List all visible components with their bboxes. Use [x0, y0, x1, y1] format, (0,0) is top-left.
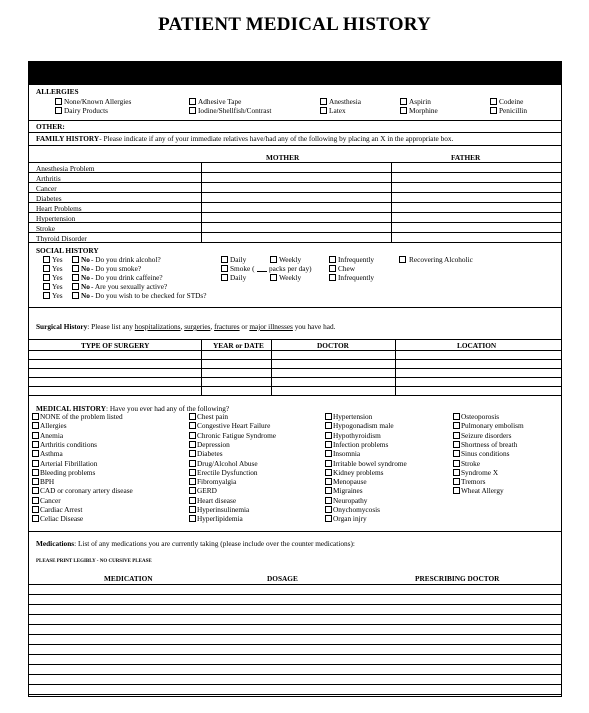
table-line	[29, 634, 561, 635]
medical-checkbox-infection-problems[interactable]	[325, 441, 332, 448]
medical-condition-label: Fibromyalgia	[197, 477, 237, 487]
allergy-checkbox-aspirin[interactable]	[400, 98, 407, 105]
medical-checkbox-bleeding-problems[interactable]	[32, 469, 39, 476]
table-line	[29, 350, 561, 351]
medical-condition-label: Seizure disorders	[461, 430, 512, 440]
social-no-checkbox[interactable]	[72, 292, 79, 299]
social-yes-checkbox[interactable]	[43, 256, 50, 263]
medical-checkbox-stroke[interactable]	[453, 460, 460, 467]
social-history-heading: SOCIAL HISTORY	[36, 246, 99, 255]
social-no-checkbox[interactable]	[72, 265, 79, 272]
allergy-checkbox-penicillin[interactable]	[490, 107, 497, 114]
medical-condition-label: Hypogonadism male	[333, 421, 394, 431]
option-label: Weekly	[279, 255, 302, 264]
medical-condition-label: Stroke	[461, 458, 481, 468]
medical-checkbox-fibromyalgia[interactable]	[189, 478, 196, 485]
medical-checkbox-erectile-dysfunction[interactable]	[189, 469, 196, 476]
medical-condition-label: Insomnia	[333, 449, 361, 459]
surgical-text: : Please list any	[87, 322, 135, 331]
other-label: OTHER:	[36, 122, 65, 131]
table-line	[395, 339, 396, 396]
medical-checkbox-cancer[interactable]	[32, 497, 39, 504]
medical-checkbox-kidney-problems[interactable]	[325, 469, 332, 476]
medical-condition-label: Bleeding problems	[40, 467, 96, 477]
medical-condition-label: Wheat Allergy	[461, 486, 504, 496]
medical-checkbox-drug-alcohol-abuse[interactable]	[189, 460, 196, 467]
medical-condition-label: Onychomycosis	[333, 505, 381, 514]
allergy-checkbox-none-known-allergies[interactable]	[55, 98, 62, 105]
medical-condition-label: Hyperlipidemia	[197, 514, 243, 524]
smoke-checkbox[interactable]	[221, 265, 228, 272]
medical-condition-label: Hyperinsulinemia	[197, 505, 250, 514]
table-line	[29, 594, 561, 595]
allergy-label: Anesthesia	[329, 97, 362, 106]
social-yes-checkbox[interactable]	[43, 265, 50, 272]
table-line	[29, 377, 561, 378]
medical-condition-label: Erectile Dysfunction	[197, 467, 258, 477]
medication-column-header: MEDICATION	[104, 574, 153, 583]
medical-condition-label: Allergies	[40, 421, 67, 431]
print-legibly-note: PLEASE PRINT LEGIBLY - NO CURSIVE PLEASE	[36, 559, 152, 564]
allergy-checkbox-iodine-shellfish-contrast[interactable]	[189, 107, 196, 114]
medical-condition-label: Arthritis conditions	[40, 439, 97, 449]
no-label: No	[81, 273, 90, 282]
medication-column-header: DOSAGE	[267, 574, 298, 583]
medical-checkbox-arthritis-conditions[interactable]	[32, 441, 39, 448]
medical-checkbox-pulmonary-embolism[interactable]	[453, 422, 460, 429]
table-line	[29, 222, 561, 223]
medical-condition-label: Kidney problems	[333, 467, 384, 477]
medical-checkbox-hyperlipidemia[interactable]	[189, 515, 196, 522]
medical-condition-label: CAD or coronary artery disease	[40, 486, 133, 496]
surgical-column-header: LOCATION	[457, 341, 497, 350]
medical-checkbox-onychomycosis[interactable]	[325, 506, 332, 513]
medical-checkbox-allergies[interactable]	[32, 422, 39, 429]
table-line	[29, 192, 561, 193]
medical-condition-label: Irritable bowel syndrome	[333, 458, 407, 468]
medications-label: Medications	[36, 539, 75, 548]
medical-checkbox-bph[interactable]	[32, 478, 39, 485]
medical-condition-label: Depression	[197, 439, 230, 449]
medical-condition-label: Drug/Alcohol Abuse	[197, 458, 258, 468]
chew-checkbox[interactable]	[329, 265, 336, 272]
medical-condition-label: Neuropathy	[333, 495, 368, 505]
medical-history-text: : Have you ever had any of the following?	[105, 404, 230, 413]
caffeine-weekly-checkbox[interactable]	[270, 274, 277, 281]
medical-condition-label: Chronic Fatigue Syndrome	[197, 430, 277, 440]
social-question: - Are you sexually active?	[91, 282, 168, 291]
medical-checkbox-neuropathy[interactable]	[325, 497, 332, 504]
yes-label: Yes	[52, 273, 63, 282]
allergy-checkbox-morphine[interactable]	[400, 107, 407, 114]
allergy-checkbox-latex[interactable]	[320, 107, 327, 114]
table-line	[29, 684, 561, 685]
medical-condition-label: Syndrome X	[461, 467, 499, 477]
option-label: Weekly	[279, 273, 302, 282]
allergy-label: Penicillin	[499, 106, 527, 115]
allergy-label: Latex	[329, 106, 346, 115]
medical-condition-label: Celiac Disease	[40, 514, 84, 524]
surgical-sep: ,	[180, 322, 185, 331]
surgical-term-major-illnesses: major illnesses	[249, 322, 293, 331]
table-line	[201, 339, 202, 396]
recovering-alcoholic-checkbox[interactable]	[399, 256, 406, 263]
surgical-column-header: YEAR or DATE	[213, 341, 264, 350]
table-line	[29, 584, 561, 585]
social-yes-checkbox[interactable]	[43, 283, 50, 290]
divider	[29, 120, 561, 121]
family-condition-label: Stroke	[36, 224, 56, 233]
table-line	[201, 162, 202, 242]
page-title: PATIENT MEDICAL HISTORY	[158, 14, 431, 35]
medical-checkbox-heart-disease[interactable]	[189, 497, 196, 504]
divider	[29, 145, 561, 146]
medications-instruction	[36, 539, 355, 548]
medical-condition-label: Heart disease	[197, 495, 237, 505]
allergy-label: Morphine	[409, 106, 438, 115]
medical-condition-label: Arterial Fibrillation	[40, 458, 98, 468]
medical-checkbox-hypothyroidism[interactable]	[325, 432, 332, 439]
allergy-label: Iodine/Shellfish/Contrast	[198, 106, 272, 115]
no-label: No	[81, 291, 90, 300]
medical-checkbox-chronic-fatigue-syndrome[interactable]	[189, 432, 196, 439]
no-label: No	[81, 255, 90, 264]
social-yes-checkbox[interactable]	[43, 274, 50, 281]
allergy-label: None/Known Allergies	[64, 97, 132, 106]
medical-checkbox-tremors[interactable]	[453, 478, 460, 485]
family-condition-label: Thyroid Disorder	[36, 234, 87, 243]
medical-condition-label: Cardiac Arrest	[40, 505, 83, 514]
medical-condition-label: Organ injry	[333, 514, 367, 524]
mother-column-header: MOTHER	[266, 153, 300, 162]
medical-condition-label: Congestive Heart Failure	[197, 421, 271, 431]
medical-checkbox-irritable-bowel-syndrome[interactable]	[325, 460, 332, 467]
divider	[29, 307, 561, 308]
medical-checkbox-insomnia[interactable]	[325, 450, 332, 457]
table-line	[29, 359, 561, 360]
table-line	[29, 242, 561, 243]
option-label: packs per day)	[269, 264, 312, 273]
medical-checkbox-hypogonadism-male[interactable]	[325, 422, 332, 429]
yes-label: Yes	[52, 291, 63, 300]
medical-checkbox-syndrome-x[interactable]	[453, 469, 460, 476]
allergy-label: Adhesive Tape	[198, 97, 242, 106]
option-label: Daily	[230, 255, 247, 264]
table-line	[29, 202, 561, 203]
table-line	[391, 162, 392, 242]
allergy-label: Codeine	[499, 97, 524, 106]
family-condition-label: Anesthesia Problem	[36, 164, 95, 173]
option-label: Smoke (	[230, 264, 255, 273]
allergy-label: Aspirin	[409, 97, 431, 106]
medical-condition-label: GERD	[197, 486, 217, 496]
medical-history-label: MEDICAL HISTORY	[36, 404, 106, 413]
caffeine-infrequently-checkbox[interactable]	[329, 274, 336, 281]
allergy-checkbox-codeine[interactable]	[490, 98, 497, 105]
social-no-checkbox[interactable]	[72, 283, 79, 290]
family-condition-label: Hypertension	[36, 214, 76, 223]
medical-condition-label: Shortness of breath	[461, 439, 518, 449]
medication-column-header: PRESCRIBING DOCTOR	[415, 574, 500, 583]
medical-condition-label: BPH	[40, 477, 55, 487]
social-question: - Do you drink caffeine?	[91, 273, 163, 282]
surgical-column-header: DOCTOR	[317, 341, 349, 350]
family-condition-label: Diabetes	[36, 194, 62, 203]
caffeine-daily-checkbox[interactable]	[221, 274, 228, 281]
family-condition-label: Arthritis	[36, 174, 61, 183]
table-line	[29, 182, 561, 183]
medical-condition-label: Migraines	[333, 486, 363, 496]
option-label: Daily	[230, 273, 247, 282]
table-line	[29, 654, 561, 655]
medical-condition-label: Osteoporosis	[461, 412, 500, 421]
table-line	[29, 644, 561, 645]
social-no-checkbox[interactable]	[72, 256, 79, 263]
table-line	[29, 664, 561, 665]
medical-checkbox-celiac-disease[interactable]	[32, 515, 39, 522]
medical-checkbox-sinus-conditions[interactable]	[453, 450, 460, 457]
divider	[29, 531, 561, 532]
medical-checkbox-cad-or-coronary-artery-disease[interactable]	[32, 487, 39, 494]
family-history-label: FAMILY HISTORY	[36, 134, 100, 143]
social-question: - Do you drink alcohol?	[91, 255, 161, 264]
divider	[29, 339, 561, 340]
surgical-term-hospitalizations: hospitalizations	[134, 322, 181, 331]
medical-checkbox-diabetes[interactable]	[189, 450, 196, 457]
surgical-text: you have had.	[292, 322, 336, 331]
table-line	[29, 604, 561, 605]
table-line	[29, 395, 561, 396]
allergy-checkbox-adhesive-tape[interactable]	[189, 98, 196, 105]
table-line	[29, 674, 561, 675]
allergies-heading: ALLERGIES	[36, 87, 79, 96]
option-label: Chew	[338, 264, 356, 273]
medical-condition-label: Asthma	[40, 449, 63, 459]
medical-checkbox-wheat-allergy[interactable]	[453, 487, 460, 494]
alcohol-daily-checkbox[interactable]	[221, 256, 228, 263]
medical-checkbox-seizure-disorders[interactable]	[453, 432, 460, 439]
header-bar	[29, 62, 561, 85]
allergy-label: Dairy Products	[64, 106, 108, 115]
father-column-header: FATHER	[451, 153, 481, 162]
table-line	[29, 614, 561, 615]
medical-condition-label: Chest pain	[197, 412, 229, 421]
surgical-sep: ,	[210, 322, 215, 331]
medical-checkbox-congestive-heart-failure[interactable]	[189, 422, 196, 429]
packs-per-day-blank[interactable]	[257, 271, 267, 272]
medical-condition-label: Tremors	[461, 477, 486, 487]
medical-checkbox-menopause[interactable]	[325, 478, 332, 485]
family-condition-label: Heart Problems	[36, 204, 82, 213]
medical-condition-label: Sinus conditions	[461, 449, 510, 459]
medical-checkbox-shortness-of-breath[interactable]	[453, 441, 460, 448]
alcohol-infrequently-checkbox[interactable]	[329, 256, 336, 263]
table-line	[29, 212, 561, 213]
medical-checkbox-gerd[interactable]	[189, 487, 196, 494]
medical-condition-label: Menopause	[333, 477, 367, 487]
table-line	[29, 624, 561, 625]
medical-checkbox-organ-injry[interactable]	[325, 515, 332, 522]
yes-label: Yes	[52, 255, 63, 264]
table-line	[29, 162, 561, 163]
medical-condition-label: Hypertension	[333, 412, 373, 421]
medical-condition-label: Cancer	[40, 495, 61, 505]
medical-checkbox-none-of-the-problem-listed[interactable]	[32, 413, 39, 420]
yes-label: Yes	[52, 282, 63, 291]
family-history-instruction	[36, 134, 453, 143]
no-label: No	[81, 264, 90, 273]
medical-condition-label: Anemia	[40, 430, 64, 440]
medications-text: : List of any medications you are currently taking (please include over the counter medications):	[74, 539, 355, 548]
medical-checkbox-arterial-fibrillation[interactable]	[32, 460, 39, 467]
social-question: - Do you smoke?	[91, 264, 142, 273]
family-condition-label: Cancer	[36, 184, 57, 193]
option-label: Infrequently	[338, 255, 375, 264]
medical-checkbox-migraines[interactable]	[325, 487, 332, 494]
medical-history-form	[28, 61, 562, 697]
social-yes-checkbox[interactable]	[43, 292, 50, 299]
medical-checkbox-depression[interactable]	[189, 441, 196, 448]
alcohol-weekly-checkbox[interactable]	[270, 256, 277, 263]
social-no-checkbox[interactable]	[72, 274, 79, 281]
allergy-checkbox-dairy-products[interactable]	[55, 107, 62, 114]
table-line	[29, 172, 561, 173]
medical-checkbox-asthma[interactable]	[32, 450, 39, 457]
family-history-text: - Please indicate if any of your immediate relatives have/had any of the following by placing an X in the appropriate box.	[99, 134, 454, 143]
medical-checkbox-osteoporosis[interactable]	[453, 413, 460, 420]
medical-checkbox-hypertension[interactable]	[325, 413, 332, 420]
no-label: No	[81, 282, 90, 291]
option-label: Recovering Alcoholic	[409, 255, 473, 264]
medical-condition-label: Pulmonary embolism	[461, 421, 524, 431]
medical-condition-label: NONE of the problem listed	[40, 412, 123, 421]
surgical-sep: or	[239, 322, 250, 331]
surgical-column-header: TYPE OF SURGERY	[81, 341, 150, 350]
medical-condition-label: Hypothyroidism	[333, 430, 381, 440]
table-line	[29, 386, 561, 387]
table-line	[29, 694, 561, 695]
table-line	[29, 368, 561, 369]
yes-label: Yes	[52, 264, 63, 273]
table-line	[29, 232, 561, 233]
surgical-term-fractures: fractures	[214, 322, 240, 331]
medical-condition-label: Diabetes	[197, 449, 223, 459]
medical-checkbox-anemia[interactable]	[32, 432, 39, 439]
medical-checkbox-hyperinsulinemia[interactable]	[189, 506, 196, 513]
surgical-term-surgeries: surgeries	[184, 322, 211, 331]
option-label: Infrequently	[338, 273, 375, 282]
medical-condition-label: Infection problems	[333, 439, 389, 449]
medical-checkbox-cardiac-arrest[interactable]	[32, 506, 39, 513]
allergy-checkbox-anesthesia[interactable]	[320, 98, 327, 105]
medical-checkbox-chest-pain[interactable]	[189, 413, 196, 420]
surgical-history-label: Surgical History	[36, 322, 88, 331]
table-line	[271, 339, 272, 396]
divider	[29, 132, 561, 133]
social-question: - Do you wish to be checked for STDs?	[91, 291, 207, 300]
surgical-history-instruction	[36, 322, 335, 331]
